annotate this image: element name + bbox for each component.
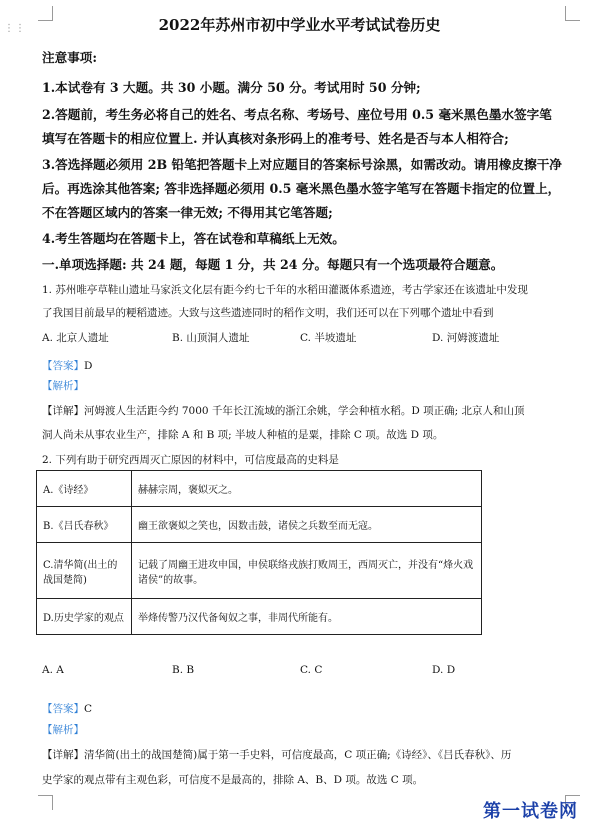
table-cell-content: 赫赫宗周，褒姒灭之。 <box>132 471 482 507</box>
table-cell-content: 举烽传警乃汉代备匈奴之事，非周代所能有。 <box>132 599 482 635</box>
q1-option-c: C. 半坡遗址 <box>300 332 357 344</box>
q1-option-d: D. 河姆渡遗址 <box>432 332 500 344</box>
q2-option-b: B. B <box>172 664 195 676</box>
q1-detail-line1: 【详解】河姆渡人生活距今约 7000 千年长江流域的浙江余姚，学会种植水稻。D 项正确; 北京人和山顶 <box>42 405 525 417</box>
q1-option-b: B. 山顶洞人遗址 <box>172 332 250 344</box>
section-heading: 一.单项选择题: 共 24 题，每题 1 分，共 24 分。每题只有一个选项最符合题意。 <box>42 257 504 272</box>
notes-item-4: 4.考生答题均在答题卡上，答在试卷和草稿纸上无效。 <box>42 231 345 246</box>
table-cell-source: D.历史学家的观点 <box>37 599 132 635</box>
q1-stem-line2: 了我国目前最早的粳稻遗迹。大致与这些遗迹同时的稻作文明，我们还可以在下列哪个遗址中看到 <box>42 307 494 319</box>
q1-option-a: A. 北京人遗址 <box>42 332 109 344</box>
table-row <box>37 471 482 507</box>
q1-answer-row <box>42 354 92 373</box>
notes-item-2a: 2.答题前，考生务必将自己的姓名、考点名称、考场号、座位号用 0.5 毫米黑色墨水签字笔 <box>42 107 552 122</box>
notes-heading: 注意事项: <box>42 50 98 65</box>
q2-detail-line2: 史学家的观点带有主观色彩，可信度不是最高的，排除 A、B、D 项。故选 C 项。 <box>42 774 424 786</box>
table-row <box>37 543 482 599</box>
q1-detail-line2: 洞人尚未从事农业生产，排除 A 和 B 项; 半坡人种植的是粟，排除 C 项。故选 D 项。 <box>42 429 444 441</box>
q2-analysis-tag: 【解析】 <box>42 724 84 736</box>
q2-answer: C <box>84 703 93 715</box>
watermark-logo: 第一试卷网 <box>483 801 578 822</box>
q2-stem: 2. 下列有助于研究西周灭亡原因的材料中，可信度最高的史料是 <box>42 454 339 466</box>
notes-item-1: 1.本试卷有 3 大题。共 30 小题。满分 50 分。考试用时 50 分钟; <box>42 80 421 95</box>
q2-option-a: A. A <box>42 664 64 676</box>
q1-answer: D <box>84 360 93 372</box>
table-cell-source: C.清华简(出土的战国楚简) <box>37 543 132 599</box>
q2-option-c: C. C <box>300 664 323 676</box>
page-title: 2022年苏州市初中学业水平考试试卷历史 <box>158 16 441 34</box>
answer-tag: 【答案】 <box>42 360 84 372</box>
drag-handle-icon[interactable]: ⋮⋮ <box>4 23 26 34</box>
q1-stem-line1: 1. 苏州唯亭草鞋山遗址马家浜文化层有距今约七千年的水稻田灌溉体系遗迹，考古学家还在该遗址中发现 <box>42 284 528 296</box>
table-cell-content: 记载了周幽王进攻申国，申侯联络戎族打败周王，西周灭亡，并没有“烽火戏诸侯”的故事。 <box>132 543 482 599</box>
q2-option-d: D. D <box>432 664 456 676</box>
table-cell-content: 幽王欲褒姒之笑也，因数击鼓，诸侯之兵数至而无寇。 <box>132 507 482 543</box>
answer-tag: 【答案】 <box>42 703 84 715</box>
notes-item-3a: 3.答选择题必须用 2B 铅笔把答题卡上对应题目的答案标号涂黑，如需改动。请用橡皮擦干净 <box>42 157 562 172</box>
table-cell-source: A.《诗经》 <box>37 471 132 507</box>
crop-mark-bottom-left <box>38 795 53 810</box>
notes-item-2b: 填写在答题卡的相应位置上. 并认真核对条形码上的准考号、姓名是否与本人相符合; <box>42 131 509 146</box>
table-row <box>37 507 482 543</box>
q2-detail-line1: 【详解】清华简(出土的战国楚简)属于第一手史料，可信度最高，C 项正确;《诗经》、《吕氏春秋》、历 <box>42 749 512 761</box>
q1-analysis-tag: 【解析】 <box>42 380 84 392</box>
table-cell-source: B.《吕氏春秋》 <box>37 507 132 543</box>
q2-answer-row <box>42 697 92 716</box>
table-row <box>37 599 482 635</box>
notes-item-3b: 后。再选涂其他答案; 答非选择题必须用 0.5 毫米黑色墨水签字笔写在答题卡指定的位置上， <box>42 181 561 196</box>
source-table <box>36 470 482 635</box>
notes-item-3c: 不在答题区域内的答案一律无效; 不得用其它笔答题; <box>42 205 333 220</box>
